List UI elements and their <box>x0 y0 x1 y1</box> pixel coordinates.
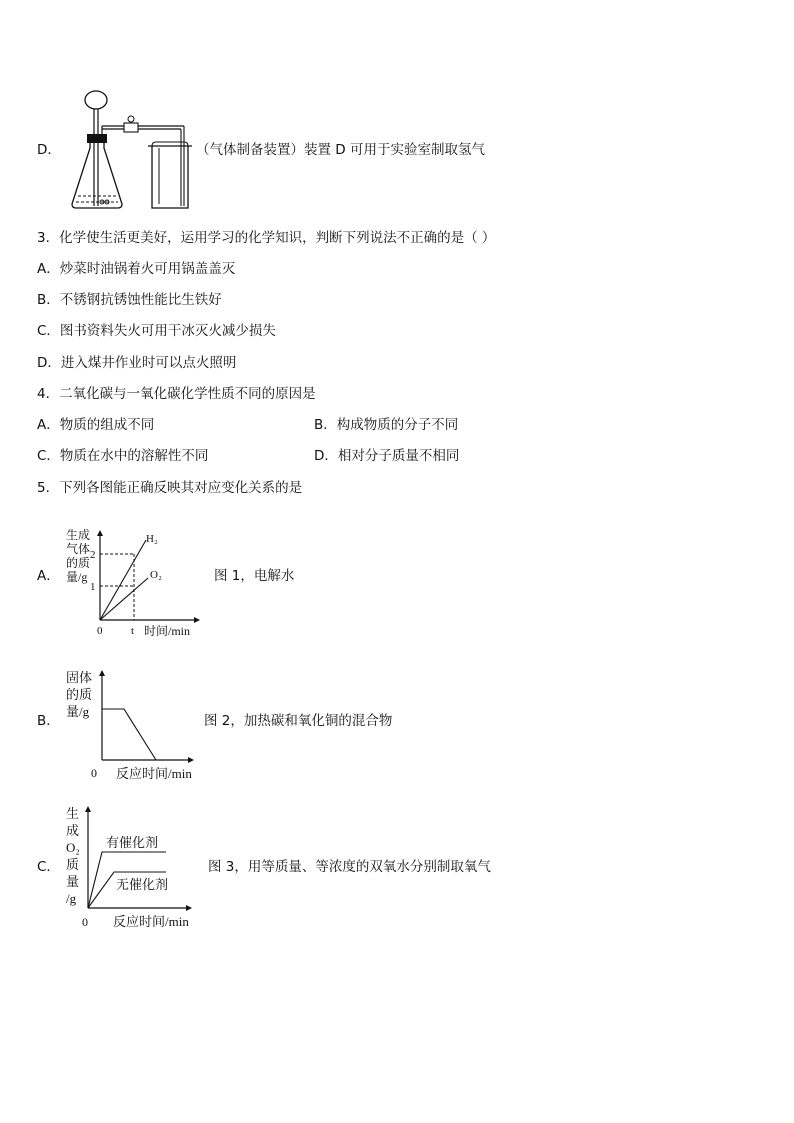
h2-line <box>100 540 146 620</box>
series-label-o2: O₂ <box>150 569 162 581</box>
graph-1-electrolysis <box>58 522 208 644</box>
question-3-option-d: D．进入煤井作业时可以点火照明 <box>37 355 237 371</box>
graph-3-hydrogen-peroxide <box>58 800 208 934</box>
origin-label: 0 <box>97 625 103 637</box>
origin-label: 0 <box>91 766 97 780</box>
x-axis-arrow <box>188 757 194 763</box>
y-label-line: O₂ <box>66 840 80 855</box>
y-label-line: 量/g <box>66 570 88 584</box>
graph-c-label: C． <box>37 859 60 875</box>
graph-2-caption: 图 2，加热碳和氧化铜的混合物 <box>204 713 393 729</box>
series-label-no-catalyst: 无催化剂 <box>116 877 169 892</box>
graph-a-label: A． <box>37 568 60 584</box>
y-label-line: 的质 <box>66 556 91 570</box>
x-tick-t: t <box>131 625 135 637</box>
rubber-stopper <box>87 134 107 143</box>
origin-label: 0 <box>82 915 88 929</box>
y-label-line: 生成 <box>66 528 91 542</box>
y-label-line: 量 <box>66 874 80 889</box>
x-axis-label: 时间/min <box>144 624 191 638</box>
question-4-stem: 4．二氧化碳与一氧化碳化学性质不同的原因是 <box>37 386 316 402</box>
x-axis-arrow <box>194 617 200 623</box>
y-label-line: 质 <box>66 857 80 872</box>
y-label-line: 量/g <box>66 704 90 719</box>
graph-1-caption: 图 1，电解水 <box>214 568 295 584</box>
spring-clamp <box>124 123 138 132</box>
question-3-stem: 3．化学使生活更美好，运用学习的化学知识，判断下列说法不正确的是（ ） <box>37 230 496 246</box>
question-5-stem: 5．下列各图能正确反映其对应变化关系的是 <box>37 480 303 496</box>
y-label-line: 气体 <box>66 542 91 556</box>
y-label-line: /g <box>66 891 77 906</box>
solid-mass-line <box>102 709 156 760</box>
gas-jar <box>152 146 188 208</box>
graph-3-caption: 图 3，用等质量、等浓度的双氧水分别制取氧气 <box>208 859 491 875</box>
conical-flask <box>72 138 122 208</box>
y-axis-arrow <box>97 530 103 536</box>
question-4-option-d: D．相对分子质量不相同 <box>314 448 460 464</box>
funnel-bulb <box>85 91 107 109</box>
y-tick-1: 1 <box>90 581 96 593</box>
y-axis-arrow <box>99 670 105 676</box>
graph-2-carbon-copper-oxide <box>60 664 210 784</box>
question-3-option-c: C．图书资料失火可用干冰灭火减少损失 <box>37 323 276 339</box>
graph-b-label: B． <box>37 713 60 729</box>
x-axis-label: 反应时间/min <box>113 914 189 929</box>
y-label-line: 成 <box>66 823 80 838</box>
x-axis-label: 反应时间/min <box>116 766 192 781</box>
gas-apparatus-illustration <box>66 86 196 214</box>
x-axis-arrow <box>186 905 192 911</box>
y-label-line: 固体 <box>66 670 93 685</box>
o2-line <box>100 578 148 620</box>
y-axis-arrow <box>85 806 91 812</box>
series-label-catalyst: 有催化剂 <box>106 835 159 850</box>
option-d-label: D． <box>37 142 61 158</box>
question-4-option-b: B．构成物质的分子不同 <box>314 417 459 433</box>
y-label-line: 的质 <box>66 687 93 702</box>
question-3-option-a: A．炒菜时油锅着火可用锅盖盖灭 <box>37 261 236 277</box>
question-4-option-c: C．物质在水中的溶解性不同 <box>37 448 209 464</box>
y-label-line: 生 <box>66 806 80 821</box>
option-d-text: （气体制备装置）装置 D 可用于实验室制取氢气 <box>196 142 485 158</box>
question-3-option-b: B．不锈钢抗锈蚀性能比生铁好 <box>37 292 222 308</box>
question-4-option-a: A．物质的组成不同 <box>37 417 155 433</box>
series-label-h2: H₂ <box>146 533 158 545</box>
y-tick-2: 2 <box>90 549 96 561</box>
